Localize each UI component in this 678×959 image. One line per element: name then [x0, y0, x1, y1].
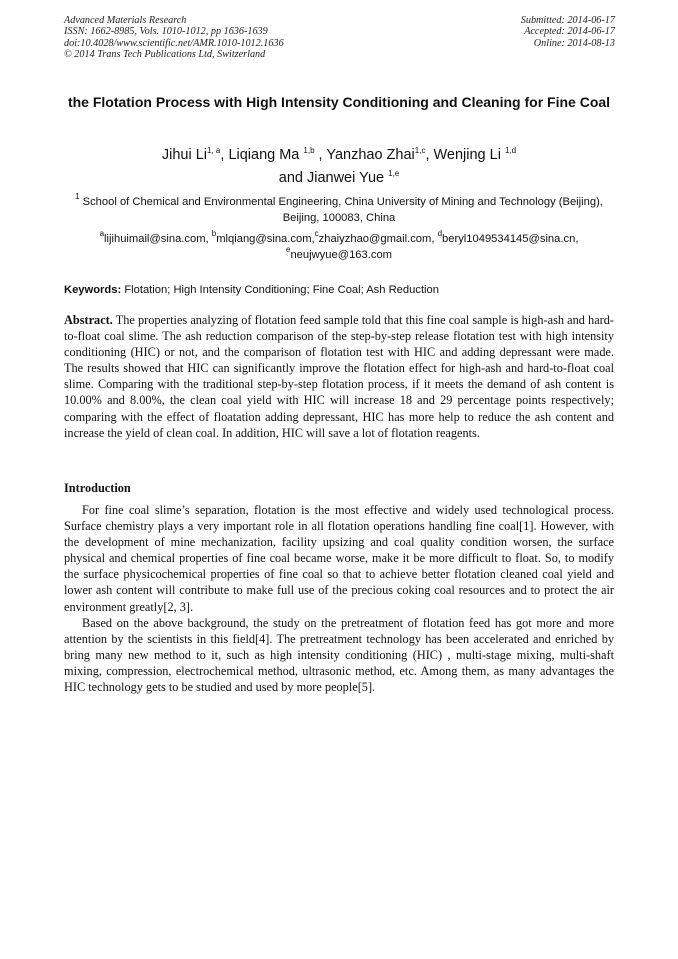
- doi-line: doi:10.4028/www.scientific.net/AMR.1010-1012.1636: [64, 37, 284, 49]
- author-affiliation-mark: 1, a: [207, 146, 221, 155]
- email-address: lijihuimail@sina.com: [104, 233, 206, 245]
- issn-line: ISSN: 1662-8985, Vols. 1010-1012, pp 1636-1639: [64, 26, 268, 38]
- email-address: neujwyue@163.com: [290, 248, 392, 261]
- author-name: Wenjing Li: [433, 147, 505, 163]
- abstract-text: The properties analyzing of flotation feed sample told that this fine coal sample is high-ash and hard-to-float coal slime. The ash reduction comparison of the step-by-step release flotation test with high intensity conditioning (HIC) or not, and the comparison of flotation test with HIC and adding depressant were made. The results showed that HIC can significantly improve the flotation effect for high-ash and hard-to-float coal slime. Comparing with the traditional step-by-step flotation process, if it meets the demand of ash content is 10.00% and 8.00%, the clean coal yield with HIC will increase 18 and 29 percentage points respectively; comparing with the effect of floatation adding depressant, HIC has more help to reduce the ash content and increase the yield of clean coal. In addition, HIC will save a lot of flotation reagents.: [64, 313, 614, 440]
- journal-header-right: [521, 15, 615, 49]
- keywords: [64, 283, 614, 298]
- paper-title: the Flotation Process with High Intensity Conditioning and Cleaning for Fine Coal: [67, 94, 611, 110]
- keywords-label: Keywords:: [64, 284, 122, 296]
- section-heading-introduction: Introduction: [64, 481, 131, 495]
- paragraph: For fine coal slime’s separation, flotation is the most effective and widely used technological process. Surface chemistry plays a very important role in all flotation operations handling fine coal[1]. However, with the development of mine mechanization, facility upsizing and coal quality condition worsen, the surface physical and chemical properties of fine coal became worse, make it be more difficult to float. So, to modify the surface physicochemical properties of fine coal so that to achieve better flotation cleaned coal yield and lower ash content will contribute to make full use of the precious coking coal resources and to protect the air environment greatly[2, 3].: [64, 503, 614, 614]
- author-affiliation-mark: 1,e: [388, 169, 400, 178]
- email-list: $^a$lijihuimail@sina.com, $^b$mlqiang@sina.com,$^c$zhaiyzhao@gmail.com, $^d$beryl1049534145@sina.cn, $^e$neujwyue@163.com: [99, 229, 579, 261]
- author-name: Liqiang Ma: [228, 147, 304, 163]
- affiliation: [64, 192, 614, 226]
- journal-header-left: [64, 15, 284, 61]
- author-name: Yanzhao Zhai: [326, 147, 415, 163]
- online-date: Online: 2014-08-13: [533, 37, 615, 49]
- affiliation-text: School of Chemical and Environmental Engineering, China University of Mining and Technology (Beijing), Beijing, 100083, China: [82, 196, 603, 224]
- paragraph: Based on the above background, the study on the pretreatment of flotation feed has got more and more attention by the scientists in this field[4]. The pretreatment technology has been accelerated and enriched by bring many new method to it, such as high intensity conditioning (HIC) , multi-stage mixing, multi-shaft mixing, compression, electrochemical method, ultrasonic method, etc. Among them, as many advantages the HIC technology gets to be studied and used by more people[5].: [64, 615, 614, 695]
- author-name: Jihui Li: [161, 147, 208, 163]
- abstract-label: Abstract.: [64, 313, 113, 327]
- affiliation-mark: 1: [75, 192, 80, 201]
- email-address: mlqiang@sina.com: [216, 233, 312, 245]
- email-address: zhaiyzhao@gmail.com: [318, 233, 432, 245]
- abstract: [64, 312, 614, 441]
- introduction-body: [64, 502, 614, 695]
- journal-name: Advanced Materials Research: [64, 15, 187, 26]
- author-affiliation-mark: 1,d: [504, 146, 517, 155]
- keywords-text: Flotation; High Intensity Conditioning; Fine Coal; Ash Reduction: [124, 284, 439, 296]
- submitted-date: Submitted: 2014-06-17: [520, 15, 615, 26]
- author-affiliation-mark: 1,c: [414, 146, 426, 155]
- author-list: Jihui Li$^{1, a}$, Liqiang Ma $^{1,b}$ , Yanzhao Zhai$^{1,c}$, Wenjing Li $^{1,d}$ and Jianwei Yue $^{1,e}$: [161, 146, 517, 186]
- copyright-line: © 2014 Trans Tech Publications Ltd, Switzerland: [64, 49, 266, 61]
- accepted-date: Accepted: 2014-06-17: [524, 26, 615, 38]
- author-affiliation-mark: 1,b: [303, 146, 315, 155]
- email-address: beryl1049534145@sina.cn: [442, 233, 576, 245]
- author-name: and Jianwei Yue: [278, 170, 389, 186]
